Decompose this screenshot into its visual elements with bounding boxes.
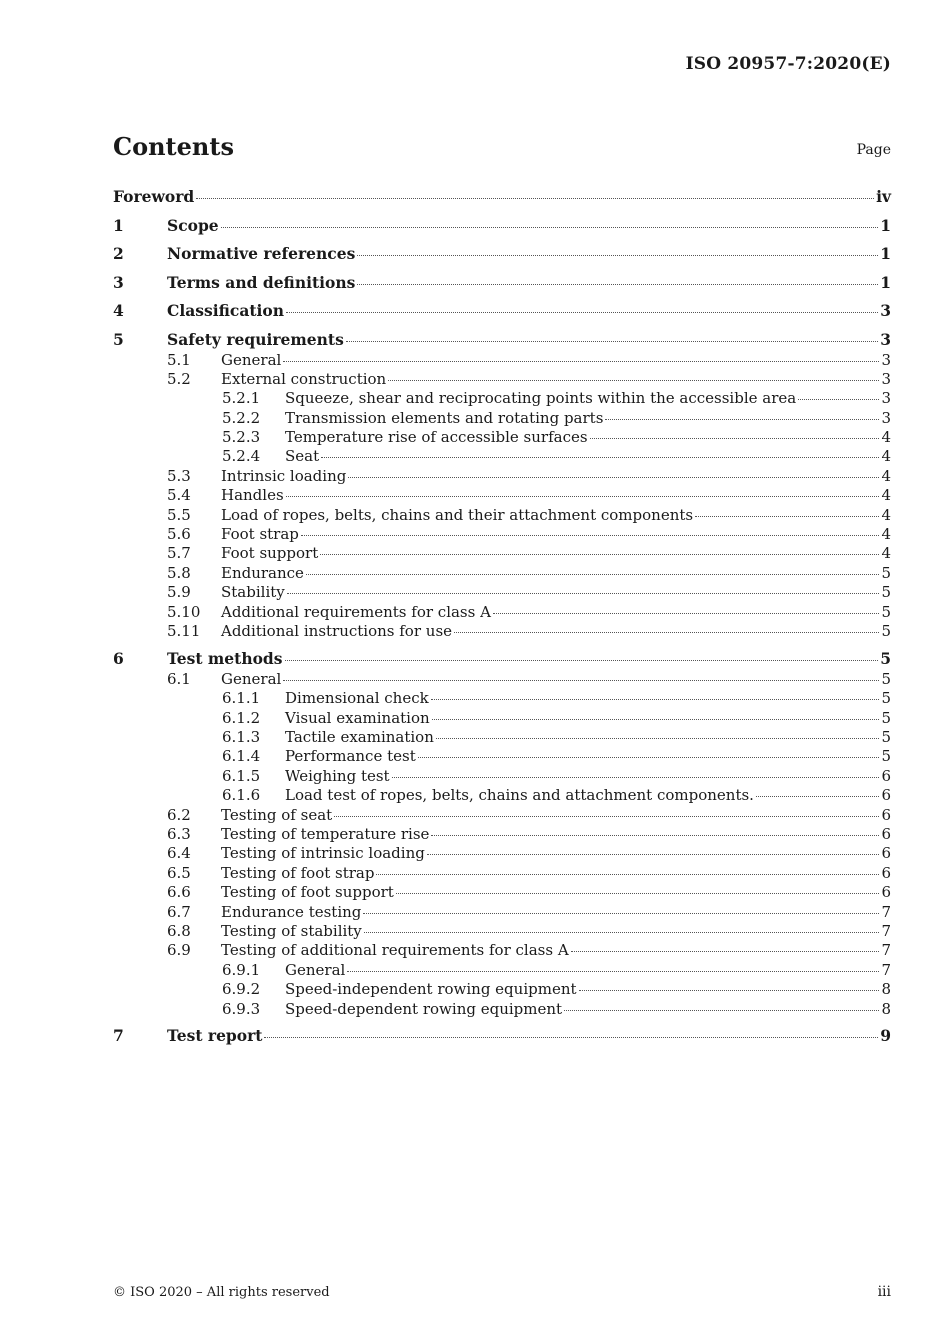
toc-entry-title[interactable]: Test methods bbox=[167, 648, 283, 668]
toc-entry-title[interactable]: External construction bbox=[221, 369, 387, 388]
toc-entry-title[interactable]: Safety requirements bbox=[167, 329, 344, 349]
toc-entry[interactable] bbox=[113, 185, 891, 208]
dot-leader bbox=[285, 660, 879, 661]
toc-entry-number: 6 bbox=[113, 648, 124, 668]
toc-entry[interactable] bbox=[113, 409, 891, 428]
toc-entry[interactable] bbox=[113, 447, 891, 466]
toc-entry-page[interactable]: 1 bbox=[880, 215, 891, 235]
dot-leader bbox=[431, 699, 879, 700]
toc-entry-title[interactable]: Squeeze, shear and reciprocating points within the accessible area bbox=[285, 389, 797, 408]
toc-entry-number: 5.6 bbox=[167, 525, 191, 544]
toc-entry-title[interactable]: Handles bbox=[221, 486, 284, 505]
page-column-label: Page bbox=[856, 142, 891, 158]
dot-leader bbox=[286, 496, 879, 497]
dot-leader bbox=[392, 777, 879, 778]
toc-entry-title[interactable]: Testing of foot strap bbox=[221, 863, 375, 882]
dot-leader bbox=[320, 554, 879, 555]
toc-entry-number: 5.11 bbox=[167, 621, 201, 640]
dot-leader bbox=[334, 816, 879, 817]
toc-entry-title[interactable]: Visual examination bbox=[285, 708, 430, 727]
toc-entry-title[interactable]: Intrinsic loading bbox=[221, 466, 347, 485]
dot-leader bbox=[357, 255, 878, 256]
toc-entry[interactable] bbox=[113, 1024, 891, 1047]
toc-entry-page[interactable]: 3 bbox=[880, 301, 891, 320]
toc-entry[interactable] bbox=[113, 825, 891, 844]
toc-entry[interactable] bbox=[113, 747, 891, 766]
dot-leader bbox=[605, 419, 879, 420]
toc-entry[interactable] bbox=[113, 883, 891, 902]
toc-entry-title[interactable]: General bbox=[285, 960, 346, 979]
dot-leader bbox=[364, 932, 879, 933]
toc-entry[interactable] bbox=[113, 506, 891, 525]
dot-leader bbox=[571, 951, 879, 952]
dot-leader bbox=[283, 680, 879, 681]
toc-entry[interactable] bbox=[113, 564, 891, 583]
dot-leader bbox=[396, 893, 879, 894]
toc-entry-number: 6.1.6 bbox=[222, 786, 261, 805]
dot-leader bbox=[493, 613, 879, 614]
toc-entry-page[interactable]: 6 bbox=[881, 766, 891, 785]
dot-leader bbox=[564, 1010, 879, 1011]
toc-entry-page[interactable]: 6 bbox=[881, 786, 891, 805]
toc-entry-page[interactable]: 8 bbox=[881, 999, 891, 1018]
toc-entry-page[interactable]: 5 bbox=[881, 602, 891, 621]
toc-entry-title[interactable]: General bbox=[221, 350, 282, 369]
toc-entry[interactable] bbox=[113, 689, 891, 708]
toc-entry-page[interactable]: 5 bbox=[881, 708, 891, 727]
toc-entry-title[interactable]: Load test of ropes, belts, chains and attachment components. bbox=[285, 786, 754, 805]
toc-entry-page[interactable]: 4 bbox=[881, 428, 891, 447]
toc-entry-number: 1 bbox=[113, 215, 124, 235]
toc-entry-title[interactable]: Additional instructions for use bbox=[221, 621, 453, 640]
toc-entry[interactable] bbox=[113, 214, 891, 237]
toc-entry-number: 6.7 bbox=[167, 902, 191, 921]
toc-entry[interactable] bbox=[113, 786, 891, 805]
toc-entry[interactable] bbox=[113, 961, 891, 980]
dot-leader bbox=[454, 632, 879, 633]
toc-entry-title[interactable]: Foreword bbox=[113, 187, 195, 206]
dot-leader bbox=[388, 380, 879, 381]
toc-entry-number: 5.5 bbox=[167, 505, 191, 524]
toc-entry[interactable] bbox=[113, 467, 891, 486]
toc-entry-number: 5.3 bbox=[167, 466, 191, 485]
toc-entry[interactable] bbox=[113, 428, 891, 447]
toc-entry-number: 5.10 bbox=[167, 602, 201, 621]
toc-entry-page[interactable]: 8 bbox=[881, 980, 891, 999]
toc-entry[interactable] bbox=[113, 980, 891, 999]
toc-entry-number: 5.2 bbox=[167, 369, 191, 388]
toc-entry[interactable] bbox=[113, 370, 891, 389]
dot-leader bbox=[286, 312, 878, 313]
toc-entry-page[interactable]: 3 bbox=[880, 329, 891, 349]
toc-entry-number: 5.2.1 bbox=[222, 389, 261, 408]
dot-leader bbox=[283, 361, 879, 362]
toc-entry-number: 5.2.2 bbox=[222, 408, 261, 427]
toc-entry[interactable] bbox=[113, 486, 891, 505]
toc-entry[interactable] bbox=[113, 271, 891, 294]
toc-entry-number: 6.2 bbox=[167, 805, 191, 824]
toc-entry-page[interactable]: 3 bbox=[881, 350, 891, 369]
toc-entry-title[interactable]: Foot strap bbox=[221, 525, 299, 544]
toc-entry-number: 4 bbox=[113, 301, 124, 320]
dot-leader bbox=[427, 854, 879, 855]
toc-entry-number: 6.1 bbox=[167, 669, 191, 688]
dot-leader bbox=[301, 535, 879, 536]
toc-entry-page[interactable]: 6 bbox=[881, 863, 891, 882]
toc-entry-number: 6.9.3 bbox=[222, 999, 261, 1018]
toc-entry-page[interactable]: 5 bbox=[881, 621, 891, 640]
toc-entry[interactable] bbox=[113, 328, 891, 351]
toc-entry-number: 5.8 bbox=[167, 563, 191, 582]
toc-entry[interactable] bbox=[113, 941, 891, 960]
dot-leader bbox=[196, 198, 874, 199]
toc-entry-page[interactable]: 9 bbox=[880, 1026, 891, 1046]
toc-entry-page[interactable]: 5 bbox=[881, 728, 891, 747]
toc-entry-page[interactable]: 6 bbox=[881, 844, 891, 863]
toc-entry[interactable] bbox=[113, 864, 891, 883]
toc-entry-page[interactable]: 5 bbox=[881, 563, 891, 582]
toc-entry-title[interactable]: Test report bbox=[167, 1026, 263, 1046]
toc-entry-title[interactable]: Testing of foot support bbox=[221, 883, 394, 902]
toc-entry-number: 5.9 bbox=[167, 583, 191, 602]
toc-entry-title[interactable]: Foot support bbox=[221, 544, 319, 563]
footer-page-number: iii bbox=[877, 1284, 891, 1300]
toc-entry-number: 7 bbox=[113, 1026, 124, 1046]
toc-entry[interactable] bbox=[113, 728, 891, 747]
toc-entry-title[interactable]: Testing of temperature rise bbox=[221, 824, 430, 843]
toc-entry-number: 6.1.1 bbox=[222, 689, 261, 708]
toc-entry-page[interactable]: iv bbox=[876, 187, 891, 206]
toc-entry[interactable] bbox=[113, 922, 891, 941]
copyright-notice: © ISO 2020 – All rights reserved bbox=[113, 1285, 330, 1300]
toc-entry-title[interactable]: Testing of stability bbox=[221, 921, 362, 940]
toc-entry[interactable] bbox=[113, 1000, 891, 1019]
toc-entry[interactable] bbox=[113, 544, 891, 563]
toc-entry[interactable] bbox=[113, 647, 891, 670]
toc-entry[interactable] bbox=[113, 709, 891, 728]
dot-leader bbox=[579, 990, 879, 991]
toc-entry-page[interactable]: 5 bbox=[880, 648, 891, 668]
toc-entry-page[interactable]: 7 bbox=[881, 921, 891, 940]
toc-entry-page[interactable]: 7 bbox=[881, 941, 891, 960]
toc-entry-number: 6.9.2 bbox=[222, 980, 261, 999]
toc-entry-page[interactable]: 4 bbox=[881, 544, 891, 563]
toc-entry-title[interactable]: Load of ropes, belts, chains and their attachment components bbox=[221, 505, 694, 524]
toc-entry-page[interactable]: 5 bbox=[881, 583, 891, 602]
toc-entry-page[interactable]: 3 bbox=[881, 408, 891, 427]
toc-entry-page[interactable]: 6 bbox=[881, 883, 891, 902]
dot-leader bbox=[431, 835, 879, 836]
toc-entry-page[interactable]: 7 bbox=[881, 902, 891, 921]
toc-entry-page[interactable]: 4 bbox=[881, 486, 891, 505]
dot-leader bbox=[264, 1037, 878, 1038]
toc-entry-page[interactable]: 7 bbox=[881, 960, 891, 979]
toc-entry-title[interactable]: Scope bbox=[167, 215, 219, 235]
toc-entry-number: 6.3 bbox=[167, 824, 191, 843]
dot-leader bbox=[221, 227, 879, 228]
toc-entry-page[interactable]: 4 bbox=[881, 505, 891, 524]
toc-entry-title[interactable]: Tactile examination bbox=[285, 728, 434, 747]
dot-leader bbox=[363, 913, 879, 914]
toc-entry-number: 6.8 bbox=[167, 921, 191, 940]
toc-entry-number: 5 bbox=[113, 329, 124, 349]
toc-entry-number: 6.5 bbox=[167, 863, 191, 882]
toc-entry-title[interactable]: Terms and definitions bbox=[167, 272, 356, 292]
toc-entry-page[interactable]: 4 bbox=[881, 447, 891, 466]
toc-entry-number: 5.2.3 bbox=[222, 428, 261, 447]
toc-entry[interactable] bbox=[113, 389, 891, 408]
toc-entry-number: 2 bbox=[113, 244, 124, 263]
toc-entry-page[interactable]: 6 bbox=[881, 824, 891, 843]
toc-entry-page[interactable]: 4 bbox=[881, 466, 891, 485]
toc-entry-title[interactable]: Weighing test bbox=[285, 766, 390, 785]
toc-entry-number: 5.7 bbox=[167, 544, 191, 563]
toc-entry-number: 5.1 bbox=[167, 350, 191, 369]
toc-entry-title[interactable]: Speed-independent rowing equipment bbox=[285, 980, 577, 999]
toc-entry-number: 6.4 bbox=[167, 844, 191, 863]
toc-entry-page[interactable]: 3 bbox=[881, 369, 891, 388]
toc-entry-page[interactable]: 3 bbox=[881, 389, 891, 408]
toc-entry-number: 6.9 bbox=[167, 941, 191, 960]
dot-leader bbox=[306, 574, 879, 575]
toc-entry[interactable] bbox=[113, 670, 891, 689]
toc-entry-title[interactable]: Speed-dependent rowing equipment bbox=[285, 999, 563, 1018]
toc-entry-number: 6.6 bbox=[167, 883, 191, 902]
toc-entry-title[interactable]: General bbox=[221, 669, 282, 688]
toc-entry-number: 6.9.1 bbox=[222, 960, 261, 979]
toc-entry-page[interactable]: 5 bbox=[881, 689, 891, 708]
toc-entry[interactable] bbox=[113, 603, 891, 622]
toc-entry-title[interactable]: Testing of seat bbox=[221, 805, 333, 824]
toc-entry-page[interactable]: 6 bbox=[881, 805, 891, 824]
table-of-contents bbox=[113, 185, 891, 1047]
toc-entry-title[interactable]: Additional requirements for class A bbox=[221, 602, 491, 621]
toc-entry-title[interactable]: Temperature rise of accessible surfaces bbox=[285, 428, 588, 447]
toc-entry[interactable] bbox=[113, 583, 891, 602]
toc-entry-page[interactable]: 5 bbox=[881, 747, 891, 766]
dot-leader bbox=[376, 874, 879, 875]
toc-entry-title[interactable]: Classification bbox=[167, 301, 285, 320]
dot-leader bbox=[287, 593, 879, 594]
toc-entry-title[interactable]: Stability bbox=[221, 583, 285, 602]
toc-entry[interactable] bbox=[113, 299, 891, 322]
toc-entry-title[interactable]: Transmission elements and rotating parts bbox=[285, 408, 604, 427]
dot-leader bbox=[436, 738, 879, 739]
toc-entry-number: 6.1.4 bbox=[222, 747, 261, 766]
toc-entry-title[interactable]: Endurance bbox=[221, 563, 304, 582]
toc-entry[interactable] bbox=[113, 525, 891, 544]
toc-entry[interactable] bbox=[113, 622, 891, 641]
dot-leader bbox=[756, 796, 879, 797]
dot-leader bbox=[695, 516, 879, 517]
dot-leader bbox=[590, 438, 879, 439]
toc-entry[interactable] bbox=[113, 767, 891, 786]
toc-entry-title[interactable]: Performance test bbox=[285, 747, 416, 766]
toc-entry-number: 5.2.4 bbox=[222, 447, 261, 466]
toc-entry[interactable] bbox=[113, 903, 891, 922]
dot-leader bbox=[798, 399, 879, 400]
toc-entry-page[interactable]: 4 bbox=[881, 525, 891, 544]
toc-entry[interactable] bbox=[113, 844, 891, 863]
toc-entry-number: 6.1.5 bbox=[222, 766, 261, 785]
toc-entry-title[interactable]: Testing of additional requirements for class A bbox=[221, 941, 569, 960]
toc-entry[interactable] bbox=[113, 351, 891, 370]
toc-entry-title[interactable]: Normative references bbox=[167, 244, 356, 263]
dot-leader bbox=[346, 341, 878, 342]
dot-leader bbox=[348, 477, 879, 478]
toc-entry[interactable] bbox=[113, 806, 891, 825]
dot-leader bbox=[321, 457, 879, 458]
toc-entry-title[interactable]: Testing of intrinsic loading bbox=[221, 844, 425, 863]
toc-entry-title[interactable]: Dimensional check bbox=[285, 689, 429, 708]
toc-entry-title[interactable]: Seat bbox=[285, 447, 320, 466]
dot-leader bbox=[357, 284, 878, 285]
toc-entry-number: 3 bbox=[113, 272, 124, 292]
toc-entry-number: 6.1.3 bbox=[222, 728, 261, 747]
dot-leader bbox=[347, 971, 879, 972]
document-id: ISO 20957-7:2020(E) bbox=[685, 54, 891, 74]
dot-leader bbox=[432, 719, 879, 720]
toc-entry[interactable] bbox=[113, 242, 891, 265]
page-title: Contents bbox=[113, 132, 234, 161]
dot-leader bbox=[418, 757, 879, 758]
toc-entry-title[interactable]: Endurance testing bbox=[221, 902, 362, 921]
toc-entry-page[interactable]: 5 bbox=[881, 669, 891, 688]
toc-entry-page[interactable]: 1 bbox=[880, 272, 891, 292]
toc-entry-page[interactable]: 1 bbox=[880, 244, 891, 263]
toc-entry-number: 5.4 bbox=[167, 486, 191, 505]
toc-entry-number: 6.1.2 bbox=[222, 708, 261, 727]
